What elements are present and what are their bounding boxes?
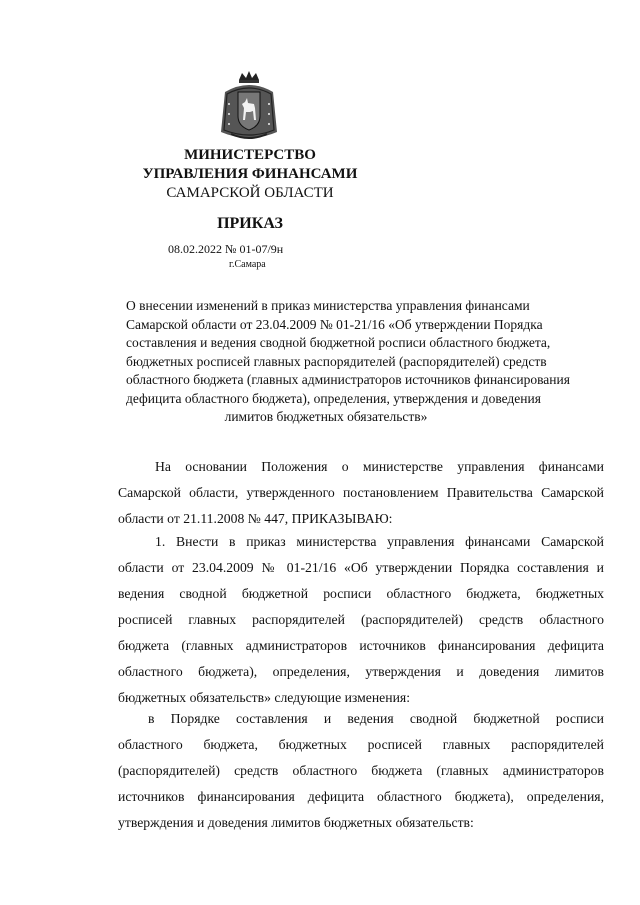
text-line: области от 23.04.2009 № 01-21/16 «Об утверждении Порядка составления и bbox=[118, 560, 604, 575]
ministry-title-line2: УПРАВЛЕНИЯ ФИНАНСАМИ bbox=[142, 166, 358, 182]
text-line: областного бюджета), определения, утверждения и доведения лимитов bbox=[118, 664, 604, 679]
text-line: области от 21.11.2008 № 447, ПРИКАЗЫВАЮ: bbox=[118, 511, 393, 526]
subject-line: лимитов бюджетных обязательств» bbox=[224, 409, 428, 424]
text-line: (распорядителей) средств областного бюджета (главных администраторов bbox=[118, 763, 604, 778]
text-line: На основании Положения о министерстве управления финансами bbox=[155, 459, 604, 474]
document-subject bbox=[126, 297, 570, 427]
text-line: ведения сводной бюджетной росписи областного бюджета, бюджетных bbox=[118, 586, 604, 601]
ministry-title-line1: МИНИСТЕРСТВО bbox=[184, 147, 316, 163]
paragraph-item-1 bbox=[118, 529, 604, 711]
text-line: источников финансирования дефицита областного бюджета), определения, bbox=[118, 789, 604, 804]
text-line: областного бюджета, бюджетных росписей главных распорядителей bbox=[118, 737, 604, 752]
text-line: бюджета (главных администраторов источников финансирования дефицита bbox=[118, 638, 604, 653]
subject-line: областного бюджета (главных администраторов источников финансирования bbox=[126, 372, 570, 387]
coat-of-arms-icon bbox=[217, 70, 281, 144]
text-line: 1. Внести в приказ министерства управления финансами Самарской bbox=[155, 534, 604, 549]
paragraph-basis bbox=[118, 454, 604, 532]
subject-line: Самарской области от 23.04.2009 № 01-21/16 «Об утверждении Порядка bbox=[126, 316, 543, 332]
ministry-title-line3: САМАРСКОЙ ОБЛАСТИ bbox=[166, 185, 334, 201]
document-date-number: 08.02.2022 № 01-07/9н bbox=[168, 242, 284, 256]
text-line: бюджетных обязательств» следующие изменения: bbox=[118, 690, 411, 705]
subject-line: дефицита областного бюджета), определения, утверждения и доведения bbox=[126, 390, 541, 406]
text-line: росписей главных распорядителей (распорядителей) средств областного bbox=[118, 612, 604, 627]
paragraph-changes bbox=[118, 706, 604, 836]
subject-line: составления и ведения сводной бюджетной росписи областного бюджета, bbox=[126, 335, 551, 350]
subject-line: бюджетных росписей главных распорядителей (распорядителей) средств bbox=[126, 353, 547, 369]
subject-line: О внесении изменений в приказ министерства управления финансами bbox=[126, 298, 530, 313]
document-type: ПРИКАЗ bbox=[217, 215, 283, 232]
text-line: утверждения и доведения лимитов бюджетных обязательств: bbox=[118, 815, 474, 830]
text-line: Самарской области, утвержденного постановлением Правительства Самарской bbox=[118, 485, 604, 500]
document-city: г.Самара bbox=[229, 259, 266, 270]
text-line: в Порядке составления и ведения сводной бюджетной росписи bbox=[148, 711, 604, 726]
